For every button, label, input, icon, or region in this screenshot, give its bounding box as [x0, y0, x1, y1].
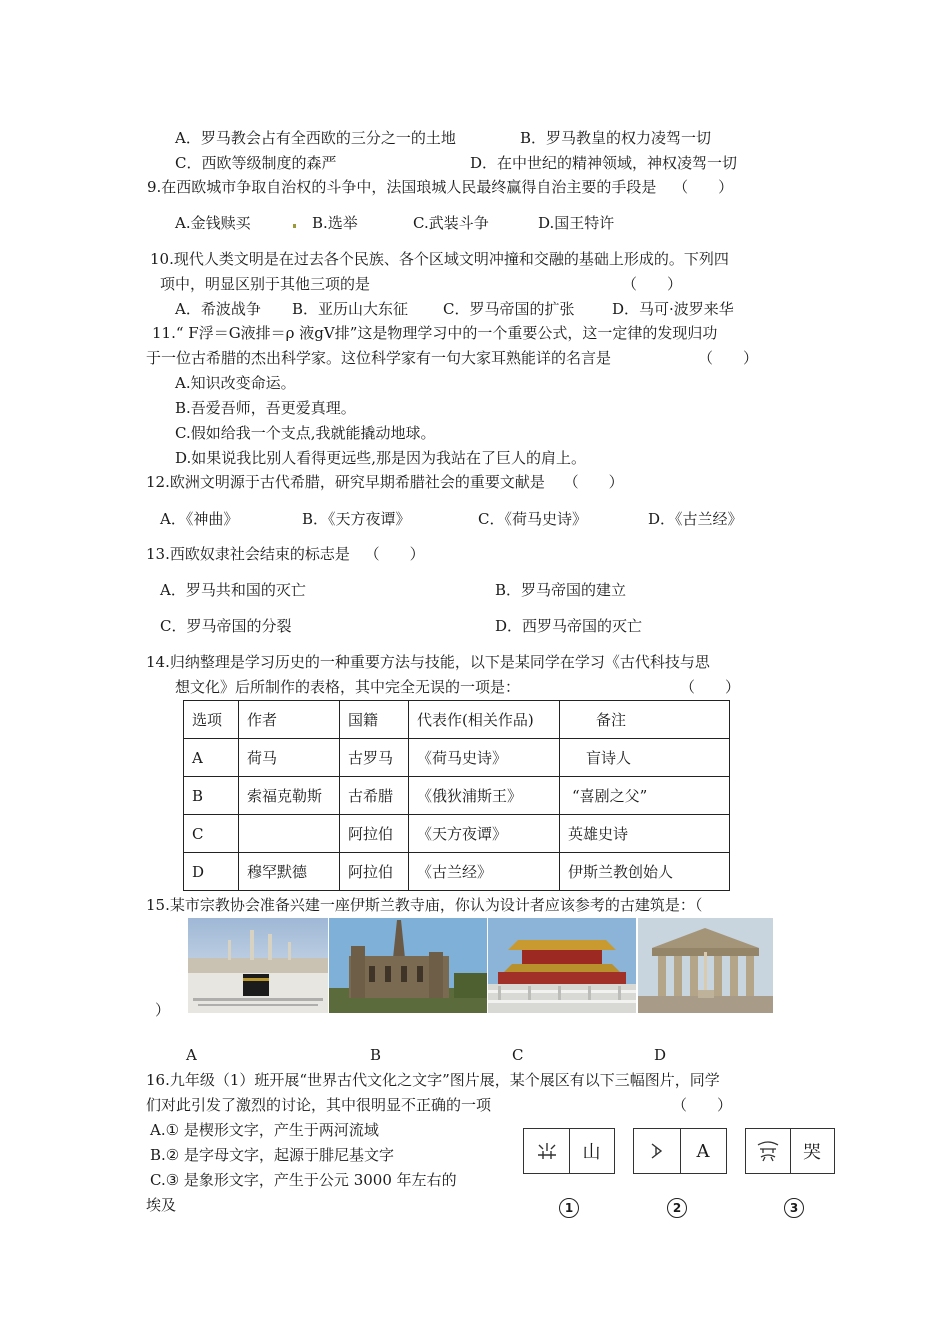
- table-row: [184, 853, 730, 891]
- table-cell: “喜剧之父”: [560, 777, 730, 815]
- q16-option-c-line2: 埃及: [146, 1196, 177, 1214]
- q13-option-d: D．西罗马帝国的灭亡: [495, 617, 643, 635]
- table-cell: 荷马: [239, 739, 340, 777]
- q10-stem-line2: 项中，明显区别于其他三项的是: [160, 275, 371, 293]
- glyph-box-2: [633, 1128, 727, 1174]
- q11-stem-line2: 于一位古希腊的杰出科学家。这位科学家有一句大家耳熟能详的名言是: [146, 349, 612, 367]
- table-cell: 《天方夜谭》: [409, 815, 560, 853]
- q15-close-paren: ）: [155, 1001, 171, 1019]
- q16-option-b: B.② 是字母文字，起源于腓尼基文字: [150, 1146, 395, 1164]
- table-cell: C: [184, 815, 239, 853]
- q12-option-c: C．《荷马史诗》: [478, 510, 587, 528]
- table-cell: [239, 815, 340, 853]
- q9-option-c: C.武装斗争: [413, 214, 489, 232]
- q16-answer-paren: （ ）: [672, 1096, 733, 1114]
- q12-stem-text: 12.欧洲文明源于古代希腊，研究早期希腊社会的重要文献是: [146, 473, 545, 491]
- table-header-row: [184, 701, 730, 739]
- q9-answer-paren: （ ）: [673, 178, 734, 196]
- phoenician-aleph-icon: [634, 1129, 680, 1173]
- q11-stem-line1: 11.“ F浮＝G液排＝ρ 液gV排”这是物理学习中的一个重要公式，这一定律的发现归功: [152, 324, 718, 342]
- q13-answer-paren: （ ）: [364, 545, 425, 563]
- q14-table: [183, 700, 730, 891]
- q9-option-b: B.选举: [312, 214, 358, 232]
- circled-number-3: 3: [784, 1198, 804, 1218]
- table-header-cell: 备注: [560, 701, 730, 739]
- q15-label-b: B: [370, 1046, 382, 1064]
- glyph-modern-3: 哭: [803, 1142, 821, 1163]
- q16-option-a: A.① 是楔形文字，产生于两河流域: [150, 1121, 379, 1139]
- q16-stem-line2: 们对此引发了激烈的讨论，其中很明显不正确的一项: [146, 1096, 492, 1114]
- table-cell: B: [184, 777, 239, 815]
- stray-mark: [293, 224, 296, 228]
- q16-option-c-line1: C.③ 是象形文字，产生于公元 3000 年左右的: [150, 1171, 457, 1189]
- glyph-modern-1: 山: [582, 1142, 601, 1163]
- table-row: [184, 815, 730, 853]
- table-cell: 阿拉伯: [340, 853, 409, 891]
- q11-option-c: C.假如给我一个支点,我就能撬动地球。: [175, 424, 436, 442]
- ancient-cry-glyph-icon: [746, 1129, 790, 1173]
- q15-label-c: C: [512, 1046, 524, 1064]
- table-cell: D: [184, 853, 239, 891]
- q10-option-b: B．亚历山大东征: [292, 300, 409, 318]
- q14-stem-line2: 想文化》后所制作的表格，其中完全无误的一项是：: [175, 678, 521, 696]
- glyph-modern-2: A: [696, 1140, 710, 1162]
- q12-option-a: A．《神曲》: [160, 510, 239, 528]
- q12-answer-paren: （ ）: [563, 473, 624, 491]
- table-cell: 古罗马: [340, 739, 409, 777]
- q12-option-b: B．《天方夜谭》: [302, 510, 411, 528]
- table-header-cell: 选项: [184, 701, 239, 739]
- q12-stem: [146, 472, 624, 492]
- q14-answer-paren: （ ）: [680, 678, 741, 696]
- q9-option-d: D.国王特许: [538, 214, 615, 232]
- table-cell: 英雄史诗: [560, 815, 730, 853]
- table-cell: 古希腊: [340, 777, 409, 815]
- table-cell: 《俄狄浦斯王》: [409, 777, 560, 815]
- q15-label-a: A: [186, 1046, 197, 1064]
- table-cell: 《荷马史诗》: [409, 739, 560, 777]
- q15-stem: 15.某市宗教协会准备兴建一座伊斯兰教寺庙，你认为设计者应该参考的古建筑是：（: [146, 896, 703, 914]
- table-header-cell: 代表作(相关作品): [409, 701, 560, 739]
- table-cell: 《古兰经》: [409, 853, 560, 891]
- q10-option-a: A．希波战争: [175, 300, 261, 318]
- q9-stem-text: 9.在西欧城市争取自治权的斗争中，法国琅城人民最终赢得自治主要的手段是: [147, 178, 657, 196]
- table-cell: A: [184, 739, 239, 777]
- q8-option-d: D．在中世纪的精神领域，神权凌驾一切: [470, 154, 738, 172]
- q13-option-c: C．罗马帝国的分裂: [160, 617, 292, 635]
- photo-pantheon: [638, 918, 773, 1013]
- table-row: [184, 777, 730, 815]
- q11-option-a: A.知识改变命运。: [175, 374, 296, 392]
- q14-stem-line1: 14.归纳整理是学习历史的一种重要方法与技能，以下是某同学在学习《古代科技与思: [146, 653, 710, 671]
- table-cell: 穆罕默德: [239, 853, 340, 891]
- photo-forbidden-city: [488, 918, 636, 1013]
- table-header-cell: 作者: [239, 701, 340, 739]
- pictograph-mountain-icon: [524, 1129, 569, 1173]
- q13-stem-text: 13.西欧奴隶社会结束的标志是: [146, 545, 350, 563]
- circled-number-1: 1: [559, 1198, 579, 1218]
- table-cell: 阿拉伯: [340, 815, 409, 853]
- table-row: [184, 739, 730, 777]
- q10-answer-paren: （ ）: [622, 275, 683, 293]
- q13-option-b: B．罗马帝国的建立: [495, 581, 627, 599]
- q12-option-d: D．《古兰经》: [648, 510, 743, 528]
- q15-label-d: D: [654, 1046, 667, 1064]
- circled-number-2: 2: [667, 1198, 687, 1218]
- q10-stem-line1: 10.现代人类文明是在过去各个民族、各个区域文明冲撞和交融的基础上形成的。下列四: [150, 250, 729, 268]
- q13-stem: [146, 544, 425, 564]
- q8-option-a: A．罗马教会占有全西欧的三分之一的土地: [175, 129, 456, 147]
- q11-option-b: B.吾爱吾师，吾更爱真理。: [175, 399, 356, 417]
- q10-option-c: C．罗马帝国的扩张: [443, 300, 575, 318]
- q9-stem: [147, 177, 733, 197]
- q11-option-d: D.如果说我比别人看得更远些,那是因为我站在了巨人的肩上。: [175, 449, 587, 467]
- table-cell: 索福克勒斯: [239, 777, 340, 815]
- table-header-cell: 国籍: [340, 701, 409, 739]
- q8-option-b: B．罗马教皇的权力凌驾一切: [520, 129, 712, 147]
- glyph-box-1: [523, 1128, 615, 1174]
- q16-stem-line1: 16.九年级（1）班开展“世界古代文化之文字”图片展，某个展区有以下三幅图片，同学: [146, 1071, 720, 1089]
- table-cell: 盲诗人: [560, 739, 730, 777]
- glyph-box-3: [745, 1128, 835, 1174]
- q9-option-a: A.金钱赎买: [175, 214, 251, 232]
- q11-answer-paren: （ ）: [698, 349, 759, 367]
- photo-mecca-kaaba: [188, 918, 328, 1013]
- q10-option-d: D．马可·波罗来华: [612, 300, 734, 318]
- q8-option-c: C．西欧等级制度的森严: [175, 154, 337, 172]
- photo-gothic-cathedral: [329, 918, 487, 1013]
- q13-option-a: A．罗马共和国的灭亡: [160, 581, 306, 599]
- table-cell: 伊斯兰教创始人: [560, 853, 730, 891]
